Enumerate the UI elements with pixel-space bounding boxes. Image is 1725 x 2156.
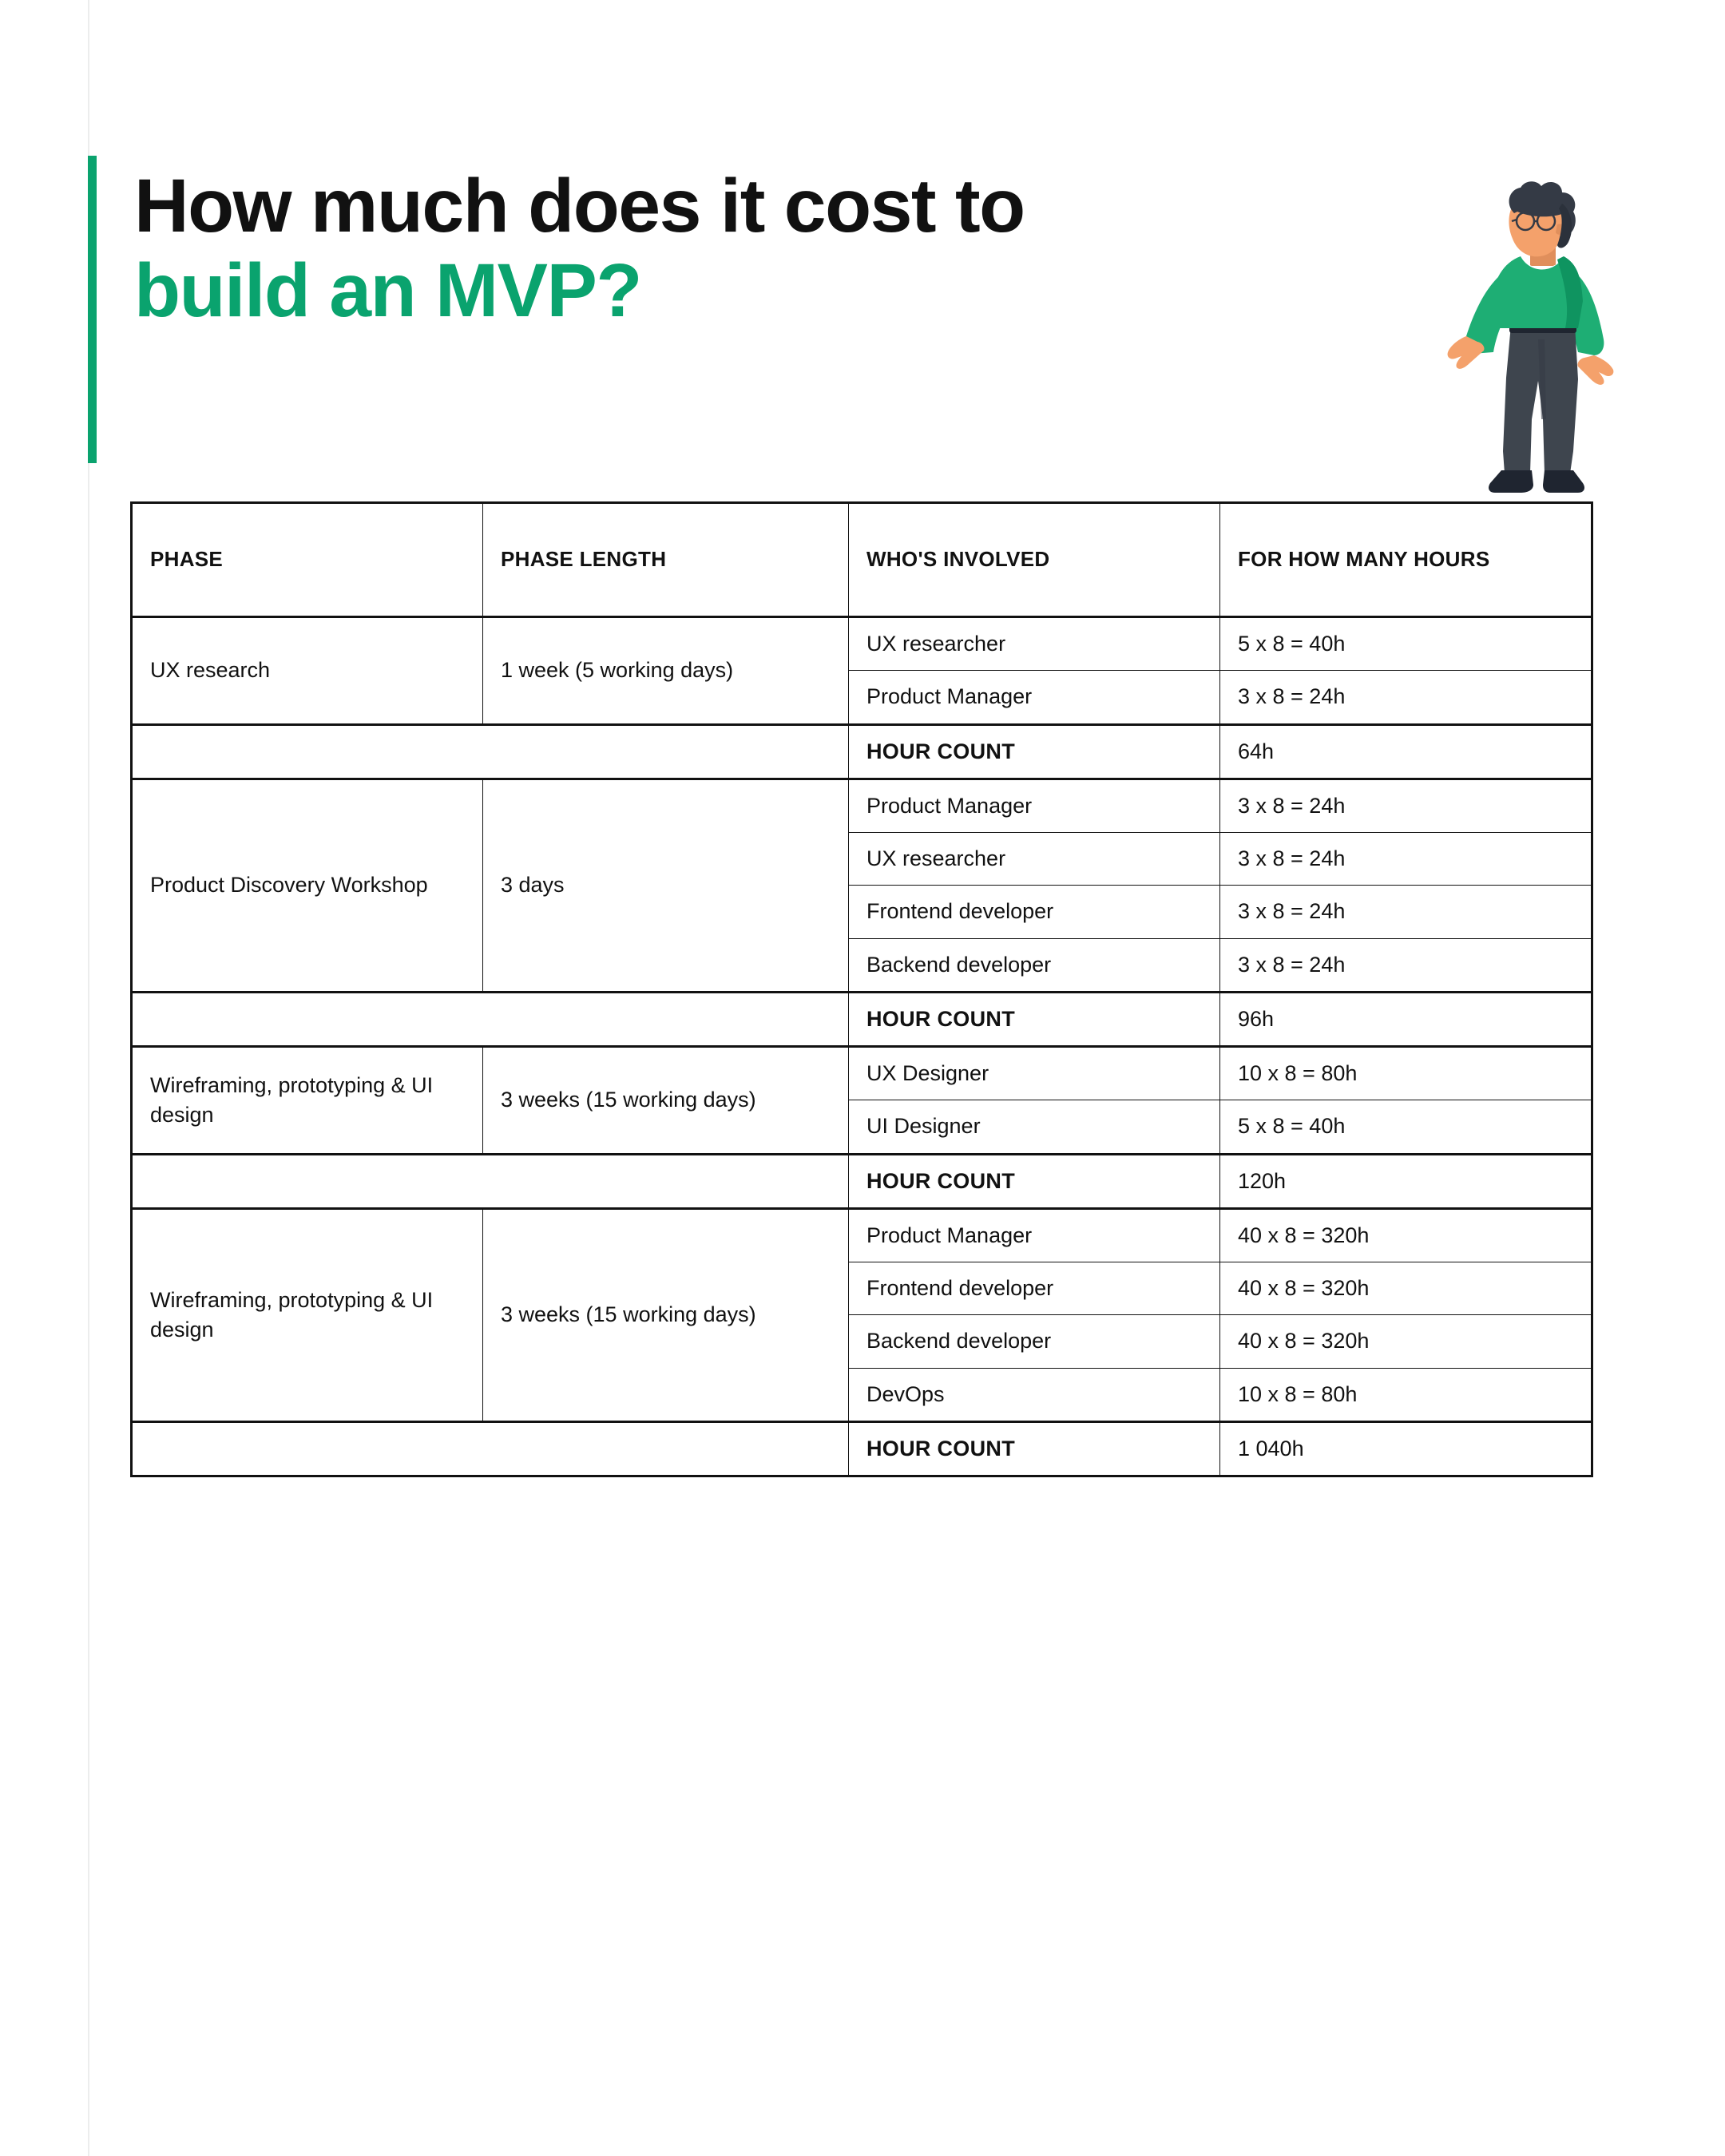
- hour-count-label: HOUR COUNT: [849, 1421, 1220, 1476]
- hours-value: 40 x 8 = 320h: [1220, 1262, 1592, 1315]
- hours-value: 10 x 8 = 80h: [1220, 1368, 1592, 1421]
- phase-length-label: 3 weeks (15 working days): [483, 1047, 849, 1155]
- role-label: DevOps: [849, 1368, 1220, 1421]
- phase-length-label: 3 weeks (15 working days): [483, 1208, 849, 1421]
- table-header-row: [132, 503, 1592, 617]
- hours-value: 3 x 8 = 24h: [1220, 886, 1592, 938]
- accent-bar: [88, 156, 97, 463]
- phase-label: Wireframing, prototyping & UI design: [132, 1047, 483, 1155]
- role-label: UX researcher: [849, 833, 1220, 886]
- hour-count-value: 1 040h: [1220, 1421, 1592, 1476]
- spacer-cell: [132, 724, 849, 779]
- hours-value: 3 x 8 = 24h: [1220, 779, 1592, 832]
- hour-count-value: 64h: [1220, 724, 1592, 779]
- hours-value: 5 x 8 = 40h: [1220, 617, 1592, 671]
- phase-length-label: 3 days: [483, 779, 849, 992]
- phase-label: Product Discovery Workshop: [132, 779, 483, 992]
- hour-count-row: [132, 1154, 1592, 1208]
- role-label: Frontend developer: [849, 886, 1220, 938]
- mvp-cost-table: [130, 501, 1593, 1477]
- hour-count-row: [132, 724, 1592, 779]
- role-label: Product Manager: [849, 671, 1220, 724]
- page-title-line-1: How much does it cost to: [134, 164, 1025, 248]
- table-row: [132, 1047, 1592, 1100]
- hours-value: 5 x 8 = 40h: [1220, 1100, 1592, 1154]
- hour-count-row: [132, 992, 1592, 1046]
- hour-count-value: 96h: [1220, 992, 1592, 1046]
- phase-length-label: 1 week (5 working days): [483, 617, 849, 725]
- role-label: Backend developer: [849, 938, 1220, 992]
- table-row: [132, 1208, 1592, 1262]
- role-label: Backend developer: [849, 1315, 1220, 1368]
- standing-person-illustration: [1438, 180, 1645, 503]
- column-header-phase: PHASE: [132, 503, 483, 617]
- hour-count-row: [132, 1421, 1592, 1476]
- page-title: [134, 164, 1412, 334]
- hour-count-label: HOUR COUNT: [849, 1154, 1220, 1208]
- spacer-cell: [132, 1421, 849, 1476]
- hours-value: 10 x 8 = 80h: [1220, 1047, 1592, 1100]
- page-header: [88, 156, 1605, 475]
- role-label: UX Designer: [849, 1047, 1220, 1100]
- hour-count-label: HOUR COUNT: [849, 992, 1220, 1046]
- role-label: Frontend developer: [849, 1262, 1220, 1315]
- phase-label: Wireframing, prototyping & UI design: [132, 1208, 483, 1421]
- hours-value: 3 x 8 = 24h: [1220, 671, 1592, 724]
- spacer-cell: [132, 992, 849, 1046]
- column-header-who-involved: WHO'S INVOLVED: [849, 503, 1220, 617]
- table-row: [132, 617, 1592, 671]
- page-title-line-2: build an MVP?: [134, 248, 641, 334]
- column-header-how-many-hours: FOR HOW MANY HOURS: [1220, 503, 1592, 617]
- hour-count-label: HOUR COUNT: [849, 724, 1220, 779]
- hours-value: 40 x 8 = 320h: [1220, 1315, 1592, 1368]
- spacer-cell: [132, 1154, 849, 1208]
- hours-value: 3 x 8 = 24h: [1220, 833, 1592, 886]
- role-label: UX researcher: [849, 617, 1220, 671]
- table-row: [132, 779, 1592, 832]
- phase-label: UX research: [132, 617, 483, 725]
- hours-value: 40 x 8 = 320h: [1220, 1208, 1592, 1262]
- role-label: Product Manager: [849, 779, 1220, 832]
- role-label: Product Manager: [849, 1208, 1220, 1262]
- hours-value: 3 x 8 = 24h: [1220, 938, 1592, 992]
- role-label: UI Designer: [849, 1100, 1220, 1154]
- hour-count-value: 120h: [1220, 1154, 1592, 1208]
- column-header-phase-length: PHASE LENGTH: [483, 503, 849, 617]
